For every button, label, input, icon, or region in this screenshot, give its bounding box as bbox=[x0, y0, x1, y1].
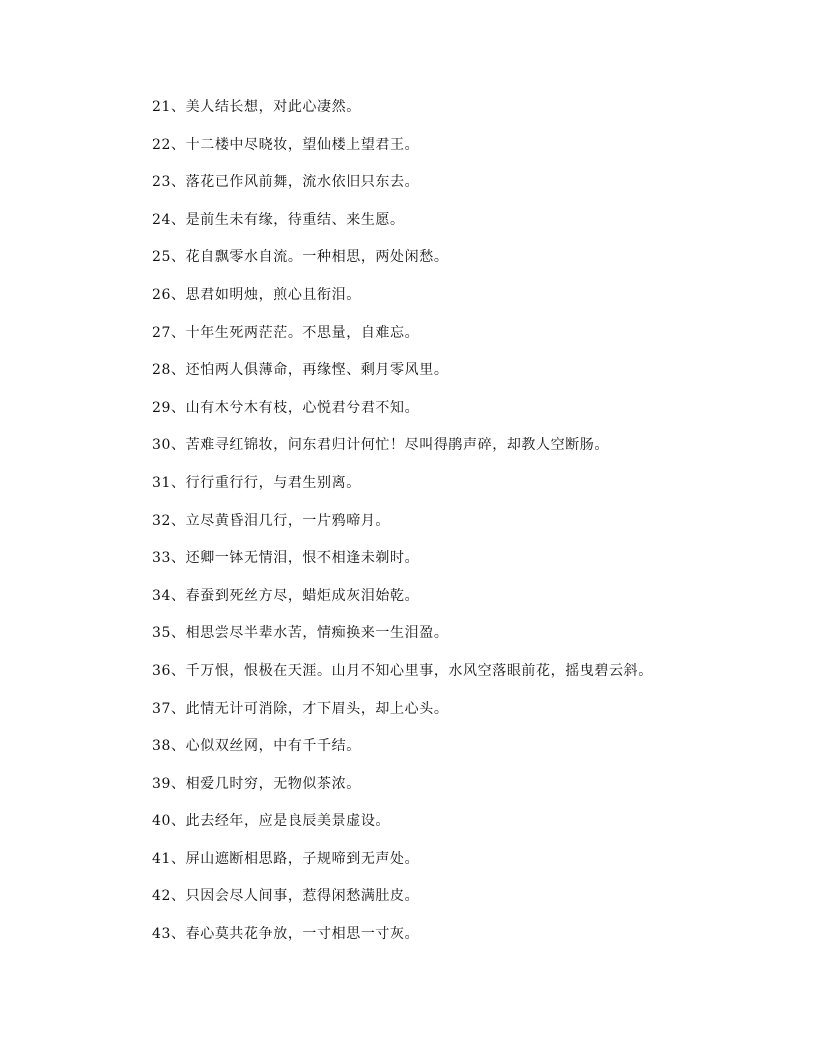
quote-line: 42、只因会尽人间事，惹得闲愁满肚皮。 bbox=[152, 888, 420, 905]
quote-line: 27、十年生死两茫茫。不思量，自难忘。 bbox=[152, 324, 420, 341]
quote-line: 22、十二楼中尽晓妆，望仙楼上望君王。 bbox=[152, 136, 420, 153]
quote-line: 40、此去经年，应是良辰美景虚设。 bbox=[152, 813, 391, 830]
quote-line: 30、苦难寻红锦妆，问东君归计何忙！尽叫得鹃声碎，却教人空断肠。 bbox=[152, 437, 610, 454]
quote-line: 29、山有木兮木有枝，心悦君兮君不知。 bbox=[152, 399, 420, 416]
quote-line: 31、行行重行行，与君生别离。 bbox=[152, 474, 361, 491]
quote-line: 28、还怕两人俱薄命，再缘悭、剩月零风里。 bbox=[152, 362, 449, 379]
quote-line: 21、美人结长想，对此心凄然。 bbox=[152, 99, 361, 115]
quote-line: 33、还卿一钵无情泪，恨不相逢未剃时。 bbox=[152, 550, 420, 567]
quote-line: 32、立尽黄昏泪几行，一片鸦啼月。 bbox=[152, 512, 391, 529]
quote-line: 37、此情无计可消除，才下眉头，却上心头。 bbox=[152, 700, 449, 717]
quote-line: 41、屏山遮断相思路，子规啼到无声处。 bbox=[152, 850, 420, 867]
quote-line: 35、相思尝尽半辈水苦，情痴换来一生泪盈。 bbox=[152, 625, 449, 642]
quote-line: 38、心似双丝网，中有千千结。 bbox=[152, 738, 361, 755]
quote-line: 24、是前生未有缘，待重结、来生愿。 bbox=[152, 211, 405, 228]
quote-line: 36、千万恨，恨极在天涯。山月不知心里事，水风空落眼前花，摇曳碧云斜。 bbox=[152, 662, 653, 679]
quote-line: 43、春心莫共花争放，一寸相思一寸灰。 bbox=[152, 926, 420, 943]
quote-line: 25、花自飘零水自流。一种相思，两处闲愁。 bbox=[152, 249, 449, 266]
quote-line: 26、思君如明烛，煎心且衔泪。 bbox=[152, 286, 361, 303]
quote-line: 39、相爱几时穷，无物似茶浓。 bbox=[152, 775, 361, 792]
quote-line: 23、落花已作风前舞，流水依旧只东去。 bbox=[152, 174, 420, 191]
quote-list bbox=[152, 96, 792, 961]
quote-line: 34、春蚕到死丝方尽，蜡炬成灰泪始乾。 bbox=[152, 587, 420, 604]
